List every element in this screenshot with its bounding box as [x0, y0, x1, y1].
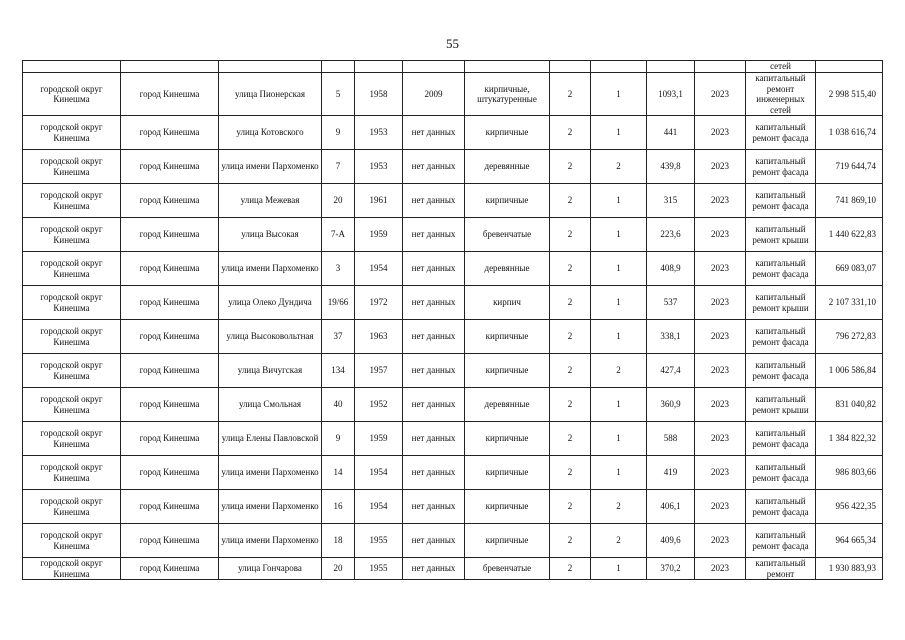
- table-row: [23, 218, 883, 252]
- cell-plan-year: 2023: [695, 354, 746, 388]
- cell-work: капитальный ремонт фасада: [746, 490, 816, 524]
- cell-floors: 2: [550, 354, 591, 388]
- cell-work: капитальный ремонт крыши: [746, 218, 816, 252]
- cell-walls: кирпичные: [465, 456, 550, 490]
- cell-cost: 2 998 515,40: [816, 73, 883, 116]
- cell-cost: 2 107 331,10: [816, 286, 883, 320]
- cell-house: 16: [322, 490, 355, 524]
- cell-walls: кирпичные: [465, 116, 550, 150]
- cell-street: улица Гончарова: [219, 558, 322, 580]
- cell-district: городской округ Кинешма: [23, 218, 121, 252]
- table-row: [23, 456, 883, 490]
- table-row: [23, 286, 883, 320]
- cell-district: городской округ Кинешма: [23, 456, 121, 490]
- table-row: [23, 73, 883, 116]
- cell-house: 134: [322, 354, 355, 388]
- cell-cost: 831 040,82: [816, 388, 883, 422]
- cell-street: улица Олеко Дундича: [219, 286, 322, 320]
- cell-floors: 2: [550, 184, 591, 218]
- cell-year-repair: нет данных: [403, 252, 465, 286]
- cell-house: 7-А: [322, 218, 355, 252]
- cell-work: капитальный ремонт инженерных сетей: [746, 73, 816, 116]
- cell-work: капитальный ремонт фасада: [746, 116, 816, 150]
- cell-city: город Кинешма: [121, 218, 219, 252]
- cell-year-built: 1959: [355, 218, 403, 252]
- cell-entrances: 1: [591, 422, 647, 456]
- cell-house: 18: [322, 524, 355, 558]
- cell-floors: [550, 61, 591, 73]
- cell-year-repair: 2009: [403, 73, 465, 116]
- cell-work: капитальный ремонт крыши: [746, 286, 816, 320]
- cell-year-repair: нет данных: [403, 354, 465, 388]
- cell-walls: кирпичные: [465, 490, 550, 524]
- cell-walls: кирпич: [465, 286, 550, 320]
- cell-plan-year: 2023: [695, 116, 746, 150]
- cell-house: 20: [322, 184, 355, 218]
- table-row: [23, 116, 883, 150]
- table-row-continuation: [23, 61, 883, 73]
- cell-walls: кирпичные: [465, 422, 550, 456]
- cell-entrances: 2: [591, 524, 647, 558]
- cell-year-built: 1953: [355, 116, 403, 150]
- cell-year-repair: нет данных: [403, 524, 465, 558]
- cell-work: капитальный ремонт фасада: [746, 150, 816, 184]
- cell-year-built: 1972: [355, 286, 403, 320]
- cell-city: город Кинешма: [121, 422, 219, 456]
- cell-year-repair: нет данных: [403, 218, 465, 252]
- cell-district: городской округ Кинешма: [23, 320, 121, 354]
- cell-entrances: [591, 61, 647, 73]
- cell-district: городской округ Кинешма: [23, 490, 121, 524]
- cell-entrances: 2: [591, 354, 647, 388]
- cell-year-built: 1953: [355, 150, 403, 184]
- cell-year-built: 1955: [355, 524, 403, 558]
- cell-walls: деревянные: [465, 252, 550, 286]
- cell-house: 40: [322, 388, 355, 422]
- table-row: [23, 422, 883, 456]
- cell-walls: деревянные: [465, 150, 550, 184]
- cell-entrances: 1: [591, 456, 647, 490]
- cell-work: капитальный ремонт фасада: [746, 422, 816, 456]
- cell-work: капитальный ремонт фасада: [746, 184, 816, 218]
- cell-floors: 2: [550, 320, 591, 354]
- cell-entrances: 1: [591, 388, 647, 422]
- cell-work: капитальный ремонт фасада: [746, 320, 816, 354]
- cell-district: городской округ Кинешма: [23, 354, 121, 388]
- cell-house: 19/66: [322, 286, 355, 320]
- cell-street: [219, 61, 322, 73]
- table-row: [23, 388, 883, 422]
- cell-area: 409,6: [647, 524, 695, 558]
- cell-plan-year: 2023: [695, 218, 746, 252]
- cell-year-repair: нет данных: [403, 150, 465, 184]
- cell-cost: 719 644,74: [816, 150, 883, 184]
- cell-district: [23, 61, 121, 73]
- cell-walls: бревенчатые: [465, 558, 550, 580]
- cell-house: 7: [322, 150, 355, 184]
- cell-floors: 2: [550, 218, 591, 252]
- cell-district: городской округ Кинешма: [23, 286, 121, 320]
- cell-year-repair: нет данных: [403, 116, 465, 150]
- cell-area: 360,9: [647, 388, 695, 422]
- cell-district: городской округ Кинешма: [23, 184, 121, 218]
- cell-year-built: 1955: [355, 558, 403, 580]
- table-row: [23, 524, 883, 558]
- cell-area: 427,4: [647, 354, 695, 388]
- cell-work: капитальный ремонт фасада: [746, 456, 816, 490]
- cell-district: городской округ Кинешма: [23, 422, 121, 456]
- cell-area: 537: [647, 286, 695, 320]
- cell-entrances: 1: [591, 320, 647, 354]
- cell-year-repair: нет данных: [403, 184, 465, 218]
- cell-entrances: 2: [591, 150, 647, 184]
- cell-walls: бревенчатые: [465, 218, 550, 252]
- cell-work: капитальный ремонт: [746, 558, 816, 580]
- cell-street: улица Смольная: [219, 388, 322, 422]
- cell-area: 223,6: [647, 218, 695, 252]
- cell-year-repair: нет данных: [403, 558, 465, 580]
- cell-city: город Кинешма: [121, 150, 219, 184]
- cell-street: улица имени Пархоменко: [219, 524, 322, 558]
- cell-district: городской округ Кинешма: [23, 150, 121, 184]
- cell-street: улица Высоковольтная: [219, 320, 322, 354]
- cell-walls: [465, 61, 550, 73]
- cell-house: 20: [322, 558, 355, 580]
- cell-floors: 2: [550, 73, 591, 116]
- cell-year-built: [355, 61, 403, 73]
- cell-year-repair: нет данных: [403, 490, 465, 524]
- cell-district: городской округ Кинешма: [23, 73, 121, 116]
- cell-cost: 796 272,83: [816, 320, 883, 354]
- cell-year-repair: нет данных: [403, 456, 465, 490]
- cell-plan-year: 2023: [695, 184, 746, 218]
- cell-year-repair: нет данных: [403, 388, 465, 422]
- cell-city: город Кинешма: [121, 490, 219, 524]
- cell-area: 588: [647, 422, 695, 456]
- cell-city: город Кинешма: [121, 558, 219, 580]
- cell-cost: 741 869,10: [816, 184, 883, 218]
- cell-floors: 2: [550, 524, 591, 558]
- cell-area: 406,1: [647, 490, 695, 524]
- cell-plan-year: 2023: [695, 150, 746, 184]
- cell-floors: 2: [550, 490, 591, 524]
- cell-cost: 1 006 586,84: [816, 354, 883, 388]
- cell-entrances: 1: [591, 558, 647, 580]
- page-number: 55: [446, 36, 459, 51]
- cell-street: улица имени Пархоменко: [219, 252, 322, 286]
- cell-plan-year: 2023: [695, 388, 746, 422]
- cell-house: 3: [322, 252, 355, 286]
- cell-year-repair: нет данных: [403, 286, 465, 320]
- cell-street: улица Пионерская: [219, 73, 322, 116]
- cell-area: 370,2: [647, 558, 695, 580]
- cell-street: улица Елены Павловской: [219, 422, 322, 456]
- cell-cost: 1 930 883,93: [816, 558, 883, 580]
- cell-plan-year: 2023: [695, 456, 746, 490]
- cell-walls: кирпичные: [465, 320, 550, 354]
- cell-house: 37: [322, 320, 355, 354]
- cell-area: 441: [647, 116, 695, 150]
- cell-plan-year: 2023: [695, 252, 746, 286]
- cell-street: улица имени Пархоменко: [219, 456, 322, 490]
- cell-district: городской округ Кинешма: [23, 388, 121, 422]
- cell-cost: 1 384 822,32: [816, 422, 883, 456]
- cell-city: [121, 61, 219, 73]
- cell-house: 14: [322, 456, 355, 490]
- cell-city: город Кинешма: [121, 456, 219, 490]
- cell-entrances: 1: [591, 286, 647, 320]
- cell-city: город Кинешма: [121, 320, 219, 354]
- cell-work: капитальный ремонт крыши: [746, 388, 816, 422]
- cell-cost: 956 422,35: [816, 490, 883, 524]
- cell-street: улица Вичугская: [219, 354, 322, 388]
- cell-floors: 2: [550, 456, 591, 490]
- cell-floors: 2: [550, 388, 591, 422]
- cell-city: город Кинешма: [121, 354, 219, 388]
- cell-plan-year: 2023: [695, 490, 746, 524]
- cell-entrances: 1: [591, 116, 647, 150]
- cell-work: капитальный ремонт фасада: [746, 252, 816, 286]
- cell-entrances: 2: [591, 490, 647, 524]
- cell-district: городской округ Кинешма: [23, 252, 121, 286]
- cell-cost: 986 803,66: [816, 456, 883, 490]
- cell-area: [647, 61, 695, 73]
- table-row: [23, 252, 883, 286]
- table-row: [23, 558, 883, 580]
- cell-area: 338,1: [647, 320, 695, 354]
- cell-walls: кирпичные: [465, 524, 550, 558]
- cell-city: город Кинешма: [121, 116, 219, 150]
- table-row: [23, 150, 883, 184]
- cell-floors: 2: [550, 286, 591, 320]
- cell-entrances: 1: [591, 184, 647, 218]
- cell-year-built: 1961: [355, 184, 403, 218]
- cell-year-built: 1952: [355, 388, 403, 422]
- cell-plan-year: 2023: [695, 286, 746, 320]
- cell-street: улица Котовского: [219, 116, 322, 150]
- cell-floors: 2: [550, 252, 591, 286]
- cell-work: сетей: [746, 61, 816, 73]
- cell-cost: 964 665,34: [816, 524, 883, 558]
- cell-house: 9: [322, 116, 355, 150]
- table-row: [23, 490, 883, 524]
- repair-program-table: [22, 60, 883, 580]
- cell-city: город Кинешма: [121, 388, 219, 422]
- cell-walls: кирпичные, штукатуренные: [465, 73, 550, 116]
- table-body: [23, 61, 883, 580]
- cell-area: 315: [647, 184, 695, 218]
- cell-floors: 2: [550, 150, 591, 184]
- cell-street: улица Высокая: [219, 218, 322, 252]
- cell-plan-year: 2023: [695, 524, 746, 558]
- cell-year-built: 1957: [355, 354, 403, 388]
- cell-street: улица имени Пархоменко: [219, 490, 322, 524]
- cell-entrances: 1: [591, 218, 647, 252]
- cell-city: город Кинешма: [121, 184, 219, 218]
- cell-walls: кирпичные: [465, 184, 550, 218]
- cell-street: улица Межевая: [219, 184, 322, 218]
- cell-district: городской округ Кинешма: [23, 558, 121, 580]
- cell-cost: [816, 61, 883, 73]
- cell-area: 408,9: [647, 252, 695, 286]
- cell-house: [322, 61, 355, 73]
- cell-area: 439,8: [647, 150, 695, 184]
- cell-street: улица имени Пархоменко: [219, 150, 322, 184]
- cell-area: 419: [647, 456, 695, 490]
- cell-floors: 2: [550, 558, 591, 580]
- cell-entrances: 1: [591, 252, 647, 286]
- cell-city: город Кинешма: [121, 73, 219, 116]
- cell-floors: 2: [550, 422, 591, 456]
- cell-year-built: 1954: [355, 456, 403, 490]
- cell-floors: 2: [550, 116, 591, 150]
- cell-city: город Кинешма: [121, 524, 219, 558]
- cell-house: 5: [322, 73, 355, 116]
- cell-year-repair: [403, 61, 465, 73]
- cell-plan-year: 2023: [695, 558, 746, 580]
- cell-plan-year: 2023: [695, 73, 746, 116]
- cell-year-built: 1954: [355, 490, 403, 524]
- cell-year-repair: нет данных: [403, 320, 465, 354]
- cell-plan-year: [695, 61, 746, 73]
- cell-year-built: 1958: [355, 73, 403, 116]
- cell-area: 1093,1: [647, 73, 695, 116]
- cell-year-built: 1954: [355, 252, 403, 286]
- cell-district: городской округ Кинешма: [23, 116, 121, 150]
- cell-year-repair: нет данных: [403, 422, 465, 456]
- cell-plan-year: 2023: [695, 422, 746, 456]
- cell-district: городской округ Кинешма: [23, 524, 121, 558]
- cell-cost: 1 440 622,83: [816, 218, 883, 252]
- table-row: [23, 320, 883, 354]
- cell-cost: 1 038 616,74: [816, 116, 883, 150]
- cell-year-built: 1959: [355, 422, 403, 456]
- cell-work: капитальный ремонт фасада: [746, 354, 816, 388]
- cell-work: капитальный ремонт фасада: [746, 524, 816, 558]
- cell-plan-year: 2023: [695, 320, 746, 354]
- cell-entrances: 1: [591, 73, 647, 116]
- cell-city: город Кинешма: [121, 286, 219, 320]
- table-row: [23, 354, 883, 388]
- cell-house: 9: [322, 422, 355, 456]
- cell-city: город Кинешма: [121, 252, 219, 286]
- cell-year-built: 1963: [355, 320, 403, 354]
- table-row: [23, 184, 883, 218]
- cell-walls: деревянные: [465, 388, 550, 422]
- cell-cost: 669 083,07: [816, 252, 883, 286]
- cell-walls: кирпичные: [465, 354, 550, 388]
